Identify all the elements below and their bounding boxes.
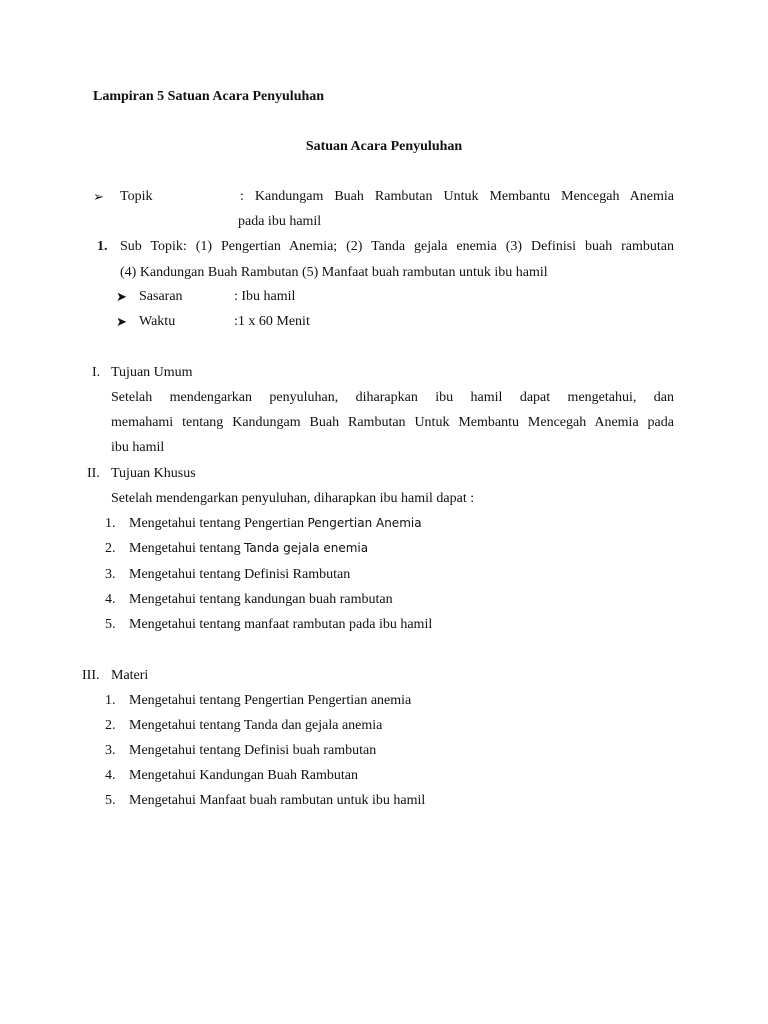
tujuan-khusus-intro: Setelah mendengarkan penyuluhan, diharapkan ibu hamil dapat : [111,491,475,506]
materi-item-text: Mengetahui tentang Tanda dan gejala anemia [129,718,383,733]
subtopik-number: 1. [97,239,108,254]
materi-item-number: 3. [105,743,116,758]
tujuan-khusus-numeral: II. [87,466,100,481]
tujuan-khusus-item-text: Mengetahui tentang Definisi Rambutan [129,567,351,582]
tujuan-khusus-item-text: Mengetahui tentang manfaat rambutan pada ibu hamil [129,617,433,632]
waktu-value: :1 x 60 Menit [234,314,310,329]
topik-label: Topik [120,189,153,204]
topik-value-line1: : Kandungam Buah Rambutan Untuk Membantu Mencegah Anemia [240,189,674,204]
waktu-bullet-icon: ➤ [116,314,127,329]
tujuan-khusus-item-text: Mengetahui tentang kandungan buah rambutan [129,592,393,607]
tujuan-khusus-item [129,516,422,532]
waktu-label: Waktu [139,314,176,329]
tujuan-khusus-item-extra: Pengertian Anemia [307,516,422,530]
sasaran-bullet-icon: ➤ [116,289,127,304]
sasaran-value: : Ibu hamil [234,289,296,304]
tujuan-khusus-item-number: 2. [105,541,116,556]
materi-item-number: 1. [105,693,116,708]
topik-value-line2: pada ibu hamil [238,214,322,229]
tujuan-khusus-item-number: 1. [105,516,116,531]
tujuan-umum-numeral: I. [92,365,101,380]
tujuan-khusus-item-text: Mengetahui tentang Pengertian [129,516,308,531]
document-title: Satuan Acara Penyuluhan [305,139,463,154]
tujuan-khusus-item-text: Mengetahui tentang [129,541,245,556]
materi-item-number: 5. [105,793,116,808]
subtopik-line2: (4) Kandungan Buah Rambutan (5) Manfaat buah rambutan untuk ibu hamil [120,265,548,280]
tujuan-khusus-item-extra: Tanda gejala enemia [244,541,369,555]
sasaran-label: Sasaran [139,289,183,304]
topik-bullet-icon: ➢ [93,189,104,204]
materi-item-number: 4. [105,768,116,783]
tujuan-khusus-heading: Tujuan Khusus [111,466,196,481]
tujuan-khusus-item-number: 5. [105,617,116,632]
tujuan-umum-heading: Tujuan Umum [111,365,193,380]
materi-heading: Materi [111,668,149,683]
document-header: Lampiran 5 Satuan Acara Penyuluhan [93,89,325,104]
materi-item-text: Mengetahui Manfaat buah rambutan untuk ibu hamil [129,793,426,808]
tujuan-umum-line2: memahami tentang Kandungam Buah Rambutan Untuk Membantu Mencegah Anemia pada [111,415,674,430]
tujuan-umum-line1: Setelah mendengarkan penyuluhan, diharapkan ibu hamil dapat mengetahui, dan [111,390,674,405]
tujuan-umum-line3: ibu hamil [111,440,165,455]
tujuan-khusus-item [129,541,368,557]
tujuan-khusus-item-number: 4. [105,592,116,607]
materi-numeral: III. [82,668,100,683]
materi-item-text: Mengetahui tentang Pengertian Pengertian anemia [129,693,412,708]
subtopik-line1: Sub Topik: (1) Pengertian Anemia; (2) Tanda gejala enemia (3) Definisi buah rambutan [120,239,674,254]
materi-item-text: Mengetahui Kandungan Buah Rambutan [129,768,359,783]
materi-item-number: 2. [105,718,116,733]
materi-item-text: Mengetahui tentang Definisi buah rambutan [129,743,377,758]
tujuan-khusus-item-number: 3. [105,567,116,582]
